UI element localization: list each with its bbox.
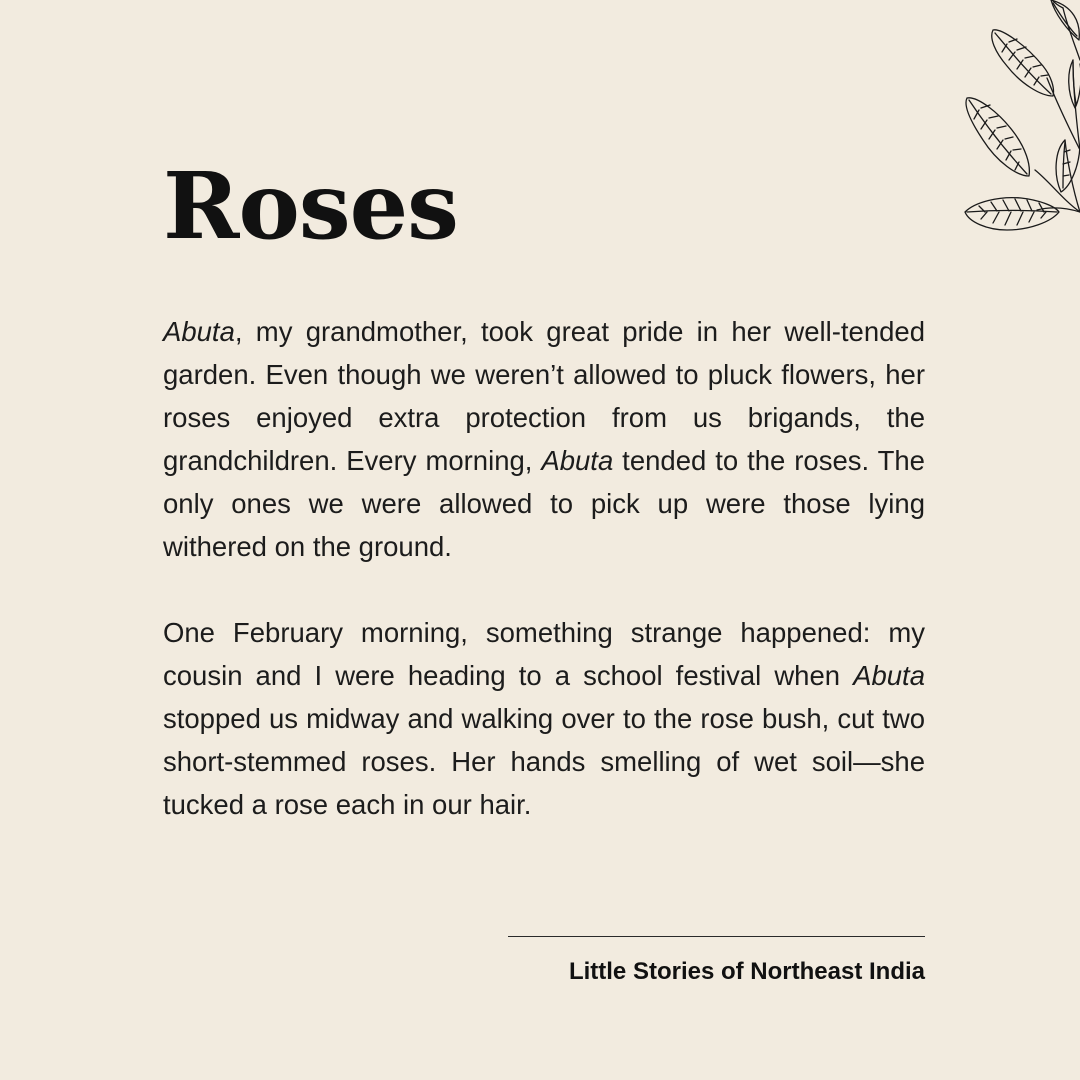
footer-divider <box>508 936 925 937</box>
story-segment: Abuta <box>163 316 235 347</box>
story-segment: , my grandmother, took great pride in her well-tended garden. Even though we weren’t allowed to pluck flowers, her roses enjoyed extra protection from us brigands, the grandchildren. Every morning, <box>163 316 925 476</box>
story-segment: Abuta <box>541 445 614 476</box>
story-paragraph <box>163 611 925 826</box>
story-body <box>163 310 925 869</box>
page-title: Roses <box>163 152 458 260</box>
story-segment: stopped us midway and walking over to the rose bush, cut two short-stemmed roses. Her hands smelling of wet soil—she tucked a rose each in our hair. <box>163 703 925 820</box>
story-segment: One February morning, something strange happened: my cousin and I were heading to a school festival when <box>163 617 925 691</box>
series-credit: Little Stories of Northeast India <box>568 958 925 985</box>
leaf-branch-icon <box>955 0 1080 245</box>
story-segment: tended to the roses. The only ones we were allowed to pick up were those lying withered on the ground. <box>163 445 925 562</box>
story-segment: Abuta <box>853 660 925 691</box>
story-paragraph <box>163 310 925 568</box>
